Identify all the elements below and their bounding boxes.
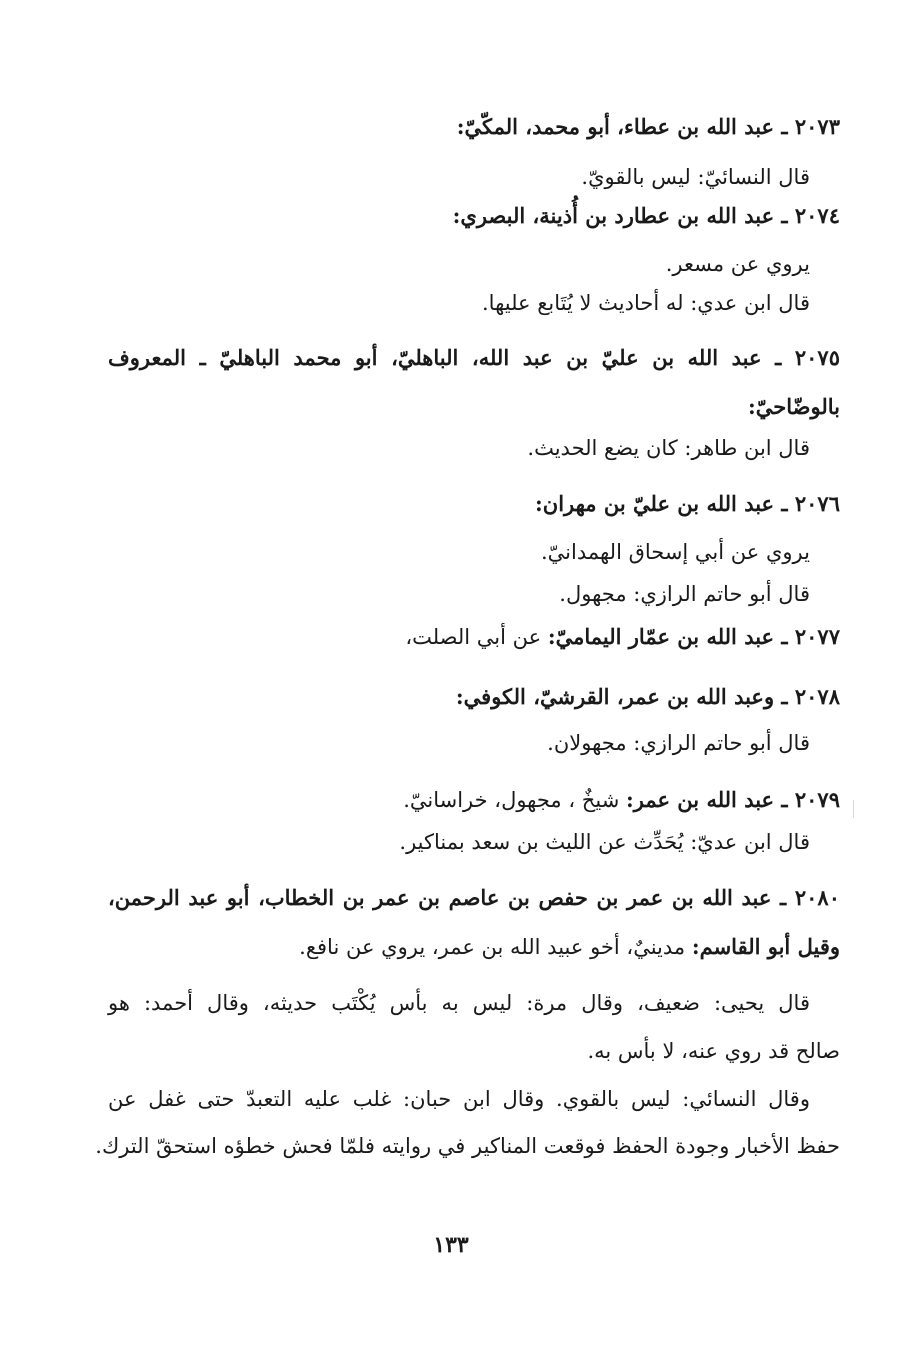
entry-2073-line-1: قال النسائيّ: ليس بالقويّ. bbox=[581, 165, 810, 189]
entry-2075-heading-line-1: ٢٠٧٥ ـ عبد الله بن عليّ بن عبد الله، الباهليّ، أبو محمد الباهليّ ـ المعروف bbox=[108, 345, 840, 370]
entry-2080-para-2-line-1: وقال النسائي: ليس بالقوي. وقال ابن حبان: غلب عليه التعبدّ حتى غفل عن bbox=[108, 1087, 810, 1111]
entry-2076-line-1: يروي عن أبي إسحاق الهمدانيّ. bbox=[540, 540, 810, 564]
entry-2075-heading-line-2: بالوضّاحيّ: bbox=[748, 394, 840, 419]
entry-2079-heading: ٢٠٧٩ ـ عبد الله بن عمر: bbox=[625, 787, 840, 812]
entry-2075-line-1: قال ابن طاهر: كان يضع الحديث. bbox=[527, 436, 810, 460]
entry-2080-para-2-line-2: حفظ الأخبار وجودة الحفظ فوقعت المناكير في روايته فلمّا فحش خطؤه استحقّ الترك. bbox=[95, 1134, 840, 1158]
entry-2073-heading: ٢٠٧٣ ـ عبد الله بن عطاء، أبو محمد، المكّيّ: bbox=[456, 114, 840, 139]
entry-2076-line-2: قال أبو حاتم الرازي: مجهول. bbox=[559, 582, 810, 606]
entry-2076-heading: ٢٠٧٦ ـ عبد الله بن عليّ بن مهران: bbox=[535, 491, 840, 516]
entry-2079-tail: شيخٌ ، مجهول، خراسانيّ. bbox=[403, 788, 620, 812]
entry-2080-heading-line-2: وقيل أبو القاسم: bbox=[691, 934, 840, 959]
entry-2074-line-2: قال ابن عدي: له أحاديث لا يُتَابع عليها. bbox=[482, 291, 810, 315]
page-number: ١٣٣ bbox=[433, 1232, 469, 1258]
margin-mark bbox=[853, 800, 854, 818]
entry-2079-line bbox=[403, 785, 840, 815]
entry-2077-line bbox=[405, 622, 840, 652]
entry-2078-line-1: قال أبو حاتم الرازي: مجهولان. bbox=[547, 731, 810, 755]
entry-2074-line-1: يروي عن مسعر. bbox=[665, 252, 810, 276]
entry-2077-heading: ٢٠٧٧ ـ عبد الله بن عمّار اليماميّ: bbox=[547, 624, 840, 649]
entry-2080-heading-line-1: ٢٠٨٠ ـ عبد الله بن عمر بن حفص بن عاصم بن عمر بن الخطاب، أبو عبد الرحمن، bbox=[108, 885, 840, 910]
entry-2077-tail: عن أبي الصلت، bbox=[405, 625, 542, 649]
entry-2080-line-2 bbox=[299, 932, 840, 962]
entry-2080-para-1-line-1: قال يحيى: ضعيف، وقال مرة: ليس به بأس يُكْتَب حديثه، وقال أحمد: هو bbox=[108, 991, 810, 1015]
entry-2079-line-1: قال ابن عديّ: يُحَدِّث عن الليث بن سعد بمناكير. bbox=[399, 830, 810, 854]
entry-2080-para-1-line-2: صالح قد روي عنه، لا بأس به. bbox=[587, 1039, 840, 1063]
entry-2074-heading: ٢٠٧٤ ـ عبد الله بن عطارد بن أُذينة، البصري: bbox=[452, 203, 840, 228]
entry-2080-tail: مدينيٌ، أخو عبيد الله بن عمر، يروي عن نافع. bbox=[299, 935, 686, 959]
entry-2078-heading: ٢٠٧٨ ـ وعبد الله بن عمر، القرشيّ، الكوفي: bbox=[455, 684, 840, 709]
